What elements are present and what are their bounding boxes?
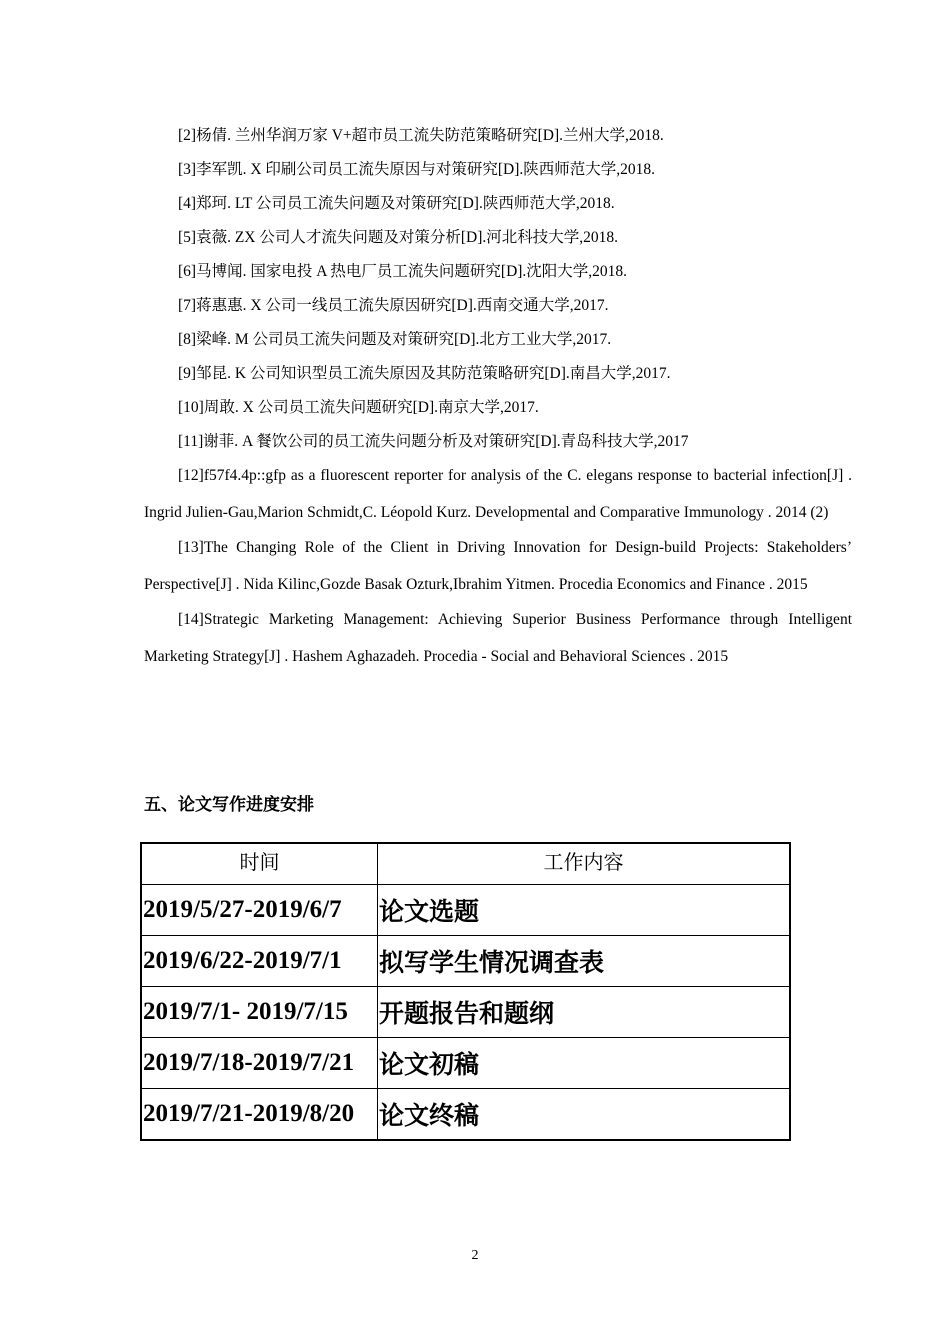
page-number: 2 [471,1248,479,1263]
column-header-time: 时间 [141,843,378,885]
reference-item: [8]梁峰. M 公司员工流失问题及对策研究[D].北方工业大学,2017. [178,331,612,348]
table-row [141,987,790,1038]
reference-item: [9]邹昆. K 公司知识型员工流失原因及其防范策略研究[D].南昌大学,2017. [178,365,671,382]
reference-item: [14]Strategic Marketing Management: Achieving Superior Business Performance through Intelligent Marketing Strategy[J] . Hashem Aghazadeh. Procedia - Social and Behavioral Sciences . 2015 [144,611,852,665]
reference-item: [4]郑珂. LT 公司员工流失问题及对策研究[D].陕西师范大学,2018. [178,195,615,212]
content-cell: 拟写学生情况调查表 [378,936,791,987]
time-cell: 2019/6/22-2019/7/1 [141,936,378,987]
reference-list [144,119,852,675]
content-cell: 开题报告和题纲 [378,987,791,1038]
column-header-content: 工作内容 [378,843,791,885]
reference-item: [7]蒋惠惠. X 公司一线员工流失原因研究[D].西南交通大学,2017. [178,297,609,314]
table-row [141,885,790,936]
reference-item: [2]杨倩. 兰州华润万家 V+超市员工流失防范策略研究[D].兰州大学,2018. [178,127,664,144]
reference-item: [12]f57f4.4p::gfp as a fluorescent reporter for analysis of the C. elegans response to bacterial infection[J] . Ingrid Julien-Gau,Marion Schmidt,C. Léopold Kurz. Developmental and Comparative Immunology . 2014 (2) [144,467,852,521]
table-row [141,936,790,987]
content-cell: 论文终稿 [378,1089,791,1141]
reference-item: [10]周敢. X 公司员工流失问题研究[D].南京大学,2017. [178,399,539,416]
content-cell: 论文选题 [378,885,791,936]
section-heading: 五、论文写作进度安排 [144,795,314,815]
reference-item: [5]袁薇. ZX 公司人才流失问题及对策分析[D].河北科技大学,2018. [178,229,619,246]
time-cell: 2019/7/21-2019/8/20 [141,1089,378,1141]
reference-item: [3]李军凯. X 印刷公司员工流失原因与对策研究[D].陕西师范大学,2018. [178,161,656,178]
reference-item: [6]马博闻. 国家电投 A 热电厂员工流失问题研究[D].沈阳大学,2018. [178,263,628,280]
table-header-row [141,843,790,885]
table-row [141,1089,790,1141]
table-row [141,1038,790,1089]
reference-item: [11]谢菲. A 餐饮公司的员工流失问题分析及对策研究[D].青岛科技大学,2017 [178,433,689,450]
reference-item: [13]The Changing Role of the Client in Driving Innovation for Design-build Projects: Stakeholders’ Perspective[J] . Nida Kilinc,Gozde Basak Ozturk,Ibrahim Yitmen. Procedia Economics and Finance . 2015 [144,539,852,593]
schedule-table [140,842,791,1141]
time-cell: 2019/7/1- 2019/7/15 [141,987,378,1038]
content-cell: 论文初稿 [378,1038,791,1089]
time-cell: 2019/5/27-2019/6/7 [141,885,378,936]
time-cell: 2019/7/18-2019/7/21 [141,1038,378,1089]
